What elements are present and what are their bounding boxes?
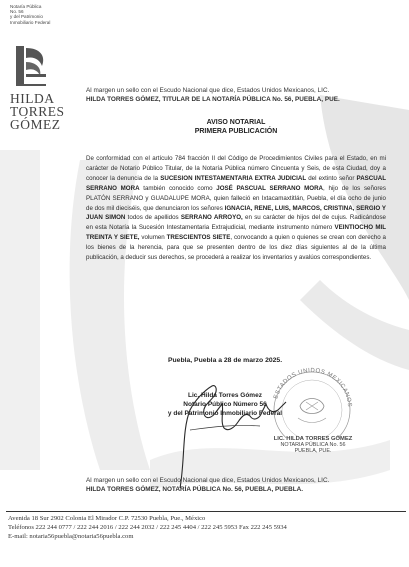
body-text: del extinto señor [306, 174, 357, 182]
handwritten-signature [150, 370, 290, 490]
body-text: , convocando a quien o quienes se crean con derecho a los bienes de la herencia, para que se presenten dentro de los diez días siguientes al de la última publicación, a deducir sus derechos, se procederá a realizar los inventarios y avalúos correspondientes. [86, 234, 386, 262]
margin-note-line: HILDA TORRES GÓMEZ, TITULAR DE LA NOTARÍA PÚBLICA No. 56, PUEBLA, PUE. [86, 95, 340, 103]
seal-caption-line: PUEBLA, PUE. [294, 448, 332, 454]
title-line: PRIMERA PUBLICACIÓN [194, 128, 278, 135]
notary-caption-line: No. 56 [10, 9, 24, 15]
margin-note-bottom [86, 477, 386, 494]
body-bold-text: VEINTIOCHO MIL TREINTA Y SIETE, [86, 224, 386, 242]
signature-block [150, 391, 300, 418]
margin-note-line: Al margen un sello con el Escudo Nacional que dice, Estados Unidos Mexicanos, LIC. [86, 477, 330, 484]
body-text: , hijo de los señores PLATÓN SERRANO y GUADALUPE MORA, quien falleció en Ixtacamaxtitlán, Puebla, el día ocho de junio de dos mil dieciséis, que denunciaron los señores [86, 184, 386, 212]
body-text: volumen [139, 234, 167, 242]
seal-arc-text: ESTADOS UNIDOS MEXICANOS [273, 367, 353, 408]
body-text: De conformidad con el artículo 784 fracción II del Código de Procedimientos Civiles para el Estado, en mi carácter de Notario Público Titular, de la Notaría Pública número Cincuenta y Seis, de esta Ciudad, doy a conocer la denuncia de la [86, 155, 386, 182]
body-text: en su carácter de hijos del de cujus. Radicándose en esta Notaría la Sucesión Intestamentaria Extrajudicial, mediante instrumento número [86, 214, 386, 232]
margin-note-line: Al margen un sello con el Escudo Nacional que dice, Estados Unidos Mexicanos, LIC. [86, 87, 330, 94]
margin-note-line: HILDA TORRES GÓMEZ, NOTARÍA PÚBLICA No. 56, PUEBLA, PUEBLA. [86, 485, 304, 493]
body-text: también conocido como [139, 184, 217, 192]
notary-name-logo [10, 92, 70, 131]
body-bold-text: JOSÉ PASCUAL SERRANO MORA [216, 184, 324, 192]
notary-office-caption [10, 4, 70, 25]
logo-name-line: HILDA [10, 91, 55, 106]
seal-caption-line: LIC. HILDA TORRES GÓMEZ [273, 436, 353, 442]
notice-body [86, 154, 386, 263]
footer-contact [8, 514, 406, 542]
seal-caption [268, 436, 358, 454]
seal-caption-line: NOTARIA PÚBLICA No. 56 [280, 442, 346, 448]
body-bold-text: IGNACIA, RENE, LUIS, MARCOS, CRISTINA, SERGIO Y JUAN SIMON [86, 204, 386, 222]
body-text: todos de apellidos [125, 214, 181, 222]
body-bold-text: TRESCIENTOS SIETE [166, 234, 231, 242]
notary-caption-line: Inmobiliario Federal [10, 19, 51, 25]
notice-title [86, 118, 386, 136]
body-bold-text: SERRANO ARROYO, [180, 214, 243, 222]
notary-caption-line: Notaría Pública [10, 4, 42, 9]
notice-date: Puebla, Puebla a 28 de marzo 2025. [168, 357, 283, 364]
title-line: AVISO NOTARIAL [206, 119, 266, 126]
signer-title: Notario Público Número 56 [183, 401, 267, 408]
notary-emblem-icon [12, 40, 52, 90]
signer-name: Lic. Hilda Torres Gómez [188, 392, 262, 399]
body-bold-text: SUCESION INTESTAMENTARIA EXTRA JUDICIAL [160, 174, 307, 182]
body-bold-text: PASCUAL SERRANO MORA [86, 174, 386, 192]
notary-caption-line: y del Patrimonio [10, 14, 43, 20]
footer-phones: Teléfonos 222 244 0777 / 222 244 2016 / 222 244 2032 / 222 245 4404 / 222 245 5953 Fax 222 245 5934 [8, 524, 287, 532]
footer-address: Avenida 18 Sur 2902 Colonia El Mirador C.P. 72530 Puebla, Pue., México [8, 515, 206, 522]
logo-name-line: GÓMEZ [10, 117, 61, 132]
logo-name-line: TORRES [10, 104, 65, 119]
footer-email[interactable]: E-mail: notaria56puebla@notaria56puebla.com [8, 533, 134, 541]
footer-divider [6, 511, 406, 512]
signer-title: y del Patrimonio Inmobiliario Federal [167, 410, 283, 417]
margin-note-top [86, 87, 386, 104]
